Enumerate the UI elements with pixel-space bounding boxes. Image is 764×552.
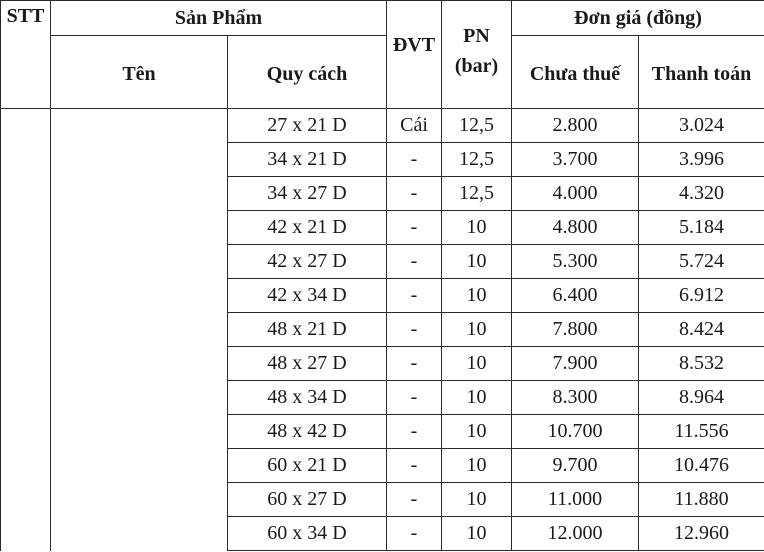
cell-pn: 10: [442, 483, 512, 517]
cell-quy-cach: 60 x 27 D: [228, 483, 387, 517]
table-row: [1, 109, 764, 143]
cell-pn: 10: [442, 415, 512, 449]
cell-pn: 10: [442, 517, 512, 551]
cell-quy-cach: 42 x 27 D: [228, 245, 387, 279]
cell-chua-thue: 12.000: [512, 517, 639, 551]
cell-quy-cach: 48 x 34 D: [228, 381, 387, 415]
cell-dvt: -: [387, 415, 442, 449]
cell-thanh-toan: 8.964: [639, 381, 764, 415]
cell-quy-cach: 60 x 21 D: [228, 449, 387, 483]
cell-quy-cach: 34 x 27 D: [228, 177, 387, 211]
cell-quy-cach: 34 x 21 D: [228, 143, 387, 177]
cell-pn: 10: [442, 347, 512, 381]
table-body: [1, 109, 764, 551]
header-row-bottom: [1, 36, 764, 109]
cell-quy-cach: 48 x 42 D: [228, 415, 387, 449]
cell-chua-thue: 9.700: [512, 449, 639, 483]
cell-pn: 10: [442, 313, 512, 347]
cell-pn: 12,5: [442, 177, 512, 211]
cell-stt-merged: [1, 109, 51, 551]
cell-thanh-toan: 11.880: [639, 483, 764, 517]
header-row-top: [1, 1, 764, 36]
cell-dvt: -: [387, 381, 442, 415]
cell-thanh-toan: 8.424: [639, 313, 764, 347]
header-thanh-toan: Thanh toán: [639, 36, 764, 109]
cell-thanh-toan: 8.532: [639, 347, 764, 381]
cell-quy-cach: 42 x 21 D: [228, 211, 387, 245]
header-pn-unit: (bar): [454, 54, 499, 77]
cell-ten-merged: [51, 109, 228, 551]
cell-thanh-toan: 5.184: [639, 211, 764, 245]
table-header: [1, 1, 764, 109]
cell-pn: 10: [442, 211, 512, 245]
cell-chua-thue: 7.800: [512, 313, 639, 347]
header-pn-label: PN: [463, 24, 490, 47]
header-pn: [442, 1, 512, 109]
cell-quy-cach: 60 x 34 D: [228, 517, 387, 551]
cell-dvt: -: [387, 313, 442, 347]
header-ten: Tên: [51, 36, 228, 109]
cell-chua-thue: 10.700: [512, 415, 639, 449]
cell-dvt: Cái: [387, 109, 442, 143]
cell-pn: 12,5: [442, 109, 512, 143]
cell-pn: 10: [442, 279, 512, 313]
cell-dvt: -: [387, 211, 442, 245]
cell-thanh-toan: 3.024: [639, 109, 764, 143]
header-stt: STT: [1, 1, 51, 109]
cell-dvt: -: [387, 143, 442, 177]
cell-chua-thue: 4.800: [512, 211, 639, 245]
cell-thanh-toan: 6.912: [639, 279, 764, 313]
cell-chua-thue: 4.000: [512, 177, 639, 211]
header-san-pham: Sản Phẩm: [51, 1, 387, 36]
cell-thanh-toan: 4.320: [639, 177, 764, 211]
cell-dvt: -: [387, 347, 442, 381]
header-chua-thue: Chưa thuế: [512, 36, 639, 109]
cell-chua-thue: 3.700: [512, 143, 639, 177]
cell-dvt: -: [387, 245, 442, 279]
header-quy-cach: Quy cách: [228, 36, 387, 109]
cell-pn: 10: [442, 449, 512, 483]
cell-dvt: -: [387, 279, 442, 313]
cell-thanh-toan: 3.996: [639, 143, 764, 177]
cell-quy-cach: 48 x 21 D: [228, 313, 387, 347]
cell-pn: 10: [442, 245, 512, 279]
header-dvt: ĐVT: [387, 1, 442, 109]
cell-thanh-toan: 12.960: [639, 517, 764, 551]
cell-thanh-toan: 5.724: [639, 245, 764, 279]
cell-chua-thue: 6.400: [512, 279, 639, 313]
cell-quy-cach: 27 x 21 D: [228, 109, 387, 143]
cell-dvt: -: [387, 517, 442, 551]
cell-dvt: -: [387, 449, 442, 483]
cell-chua-thue: 8.300: [512, 381, 639, 415]
cell-quy-cach: 48 x 27 D: [228, 347, 387, 381]
cell-quy-cach: 42 x 34 D: [228, 279, 387, 313]
cell-chua-thue: 2.800: [512, 109, 639, 143]
cell-pn: 12,5: [442, 143, 512, 177]
cell-dvt: -: [387, 177, 442, 211]
cell-thanh-toan: 11.556: [639, 415, 764, 449]
cell-dvt: -: [387, 483, 442, 517]
cell-chua-thue: 7.900: [512, 347, 639, 381]
cell-thanh-toan: 10.476: [639, 449, 764, 483]
cell-pn: 10: [442, 381, 512, 415]
header-don-gia: Đơn giá (đồng): [512, 1, 764, 36]
cell-chua-thue: 5.300: [512, 245, 639, 279]
cell-chua-thue: 11.000: [512, 483, 639, 517]
